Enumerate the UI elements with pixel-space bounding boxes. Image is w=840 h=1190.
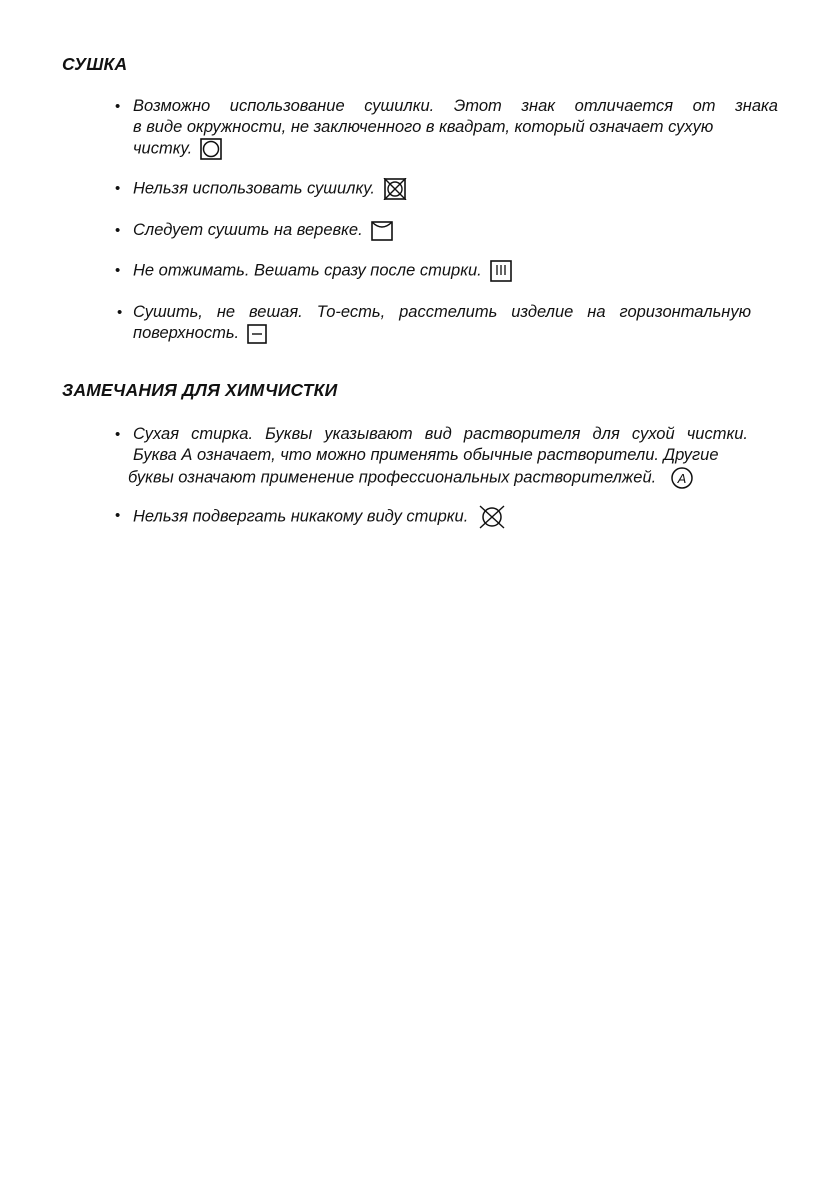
list-item	[117, 302, 751, 344]
item-line: Нельзя использовать сушилку.	[133, 179, 376, 198]
item-line: буквы означают применение профессиональных растворителжей.	[128, 468, 657, 487]
list-item	[115, 424, 748, 490]
item-line: Буква А означает, что можно применять обычные растворители. Другие	[133, 446, 719, 464]
do-not-dry-clean-icon	[478, 505, 506, 529]
list-item	[115, 178, 778, 200]
no-tumble-dry-icon	[383, 178, 407, 200]
item-line: Нельзя подвергать никакому виду стирки.	[133, 507, 469, 526]
item-line: поверхность.	[133, 324, 240, 342]
item-line: в виде окружности, не заключенного в квадрат, который означает сухую	[133, 118, 714, 136]
bullet: •	[117, 304, 123, 321]
bullet: •	[115, 507, 121, 524]
dry-clean-letter: A	[677, 471, 687, 486]
bullet: •	[115, 180, 121, 197]
list-item	[115, 220, 778, 241]
bullet: •	[115, 222, 121, 239]
dry-flat-icon	[247, 324, 267, 344]
list-item	[115, 505, 748, 529]
item-line: Возможно использование сушилки. Этот знак отличается от знака	[133, 97, 778, 115]
section-title-dry-cleaning: ЗАМЕЧАНИЯ ДЛЯ ХИМЧИСТКИ	[62, 380, 338, 400]
drip-dry-icon	[490, 260, 512, 282]
bullet: •	[115, 98, 121, 115]
bullet: •	[115, 426, 121, 443]
item-line: Сушить, не вешая. То-есть, расстелить изделие на горизонтальную	[133, 303, 751, 321]
item-line: Не отжимать. Вешать сразу после стирки.	[133, 261, 482, 280]
line-dry-icon	[371, 221, 393, 241]
section-title-drying: СУШКА	[62, 54, 128, 74]
list-item	[115, 260, 778, 282]
item-line: Следует сушить на веревке.	[133, 221, 363, 239]
list-item	[115, 96, 778, 160]
item-line: Сухая стирка. Буквы указывают вид растворителя для сухой чистки.	[133, 425, 748, 443]
bullet: •	[115, 262, 121, 279]
item-line: чистку.	[133, 139, 193, 158]
dry-clean-a-icon	[670, 466, 694, 490]
tumble-dry-icon	[200, 138, 222, 160]
